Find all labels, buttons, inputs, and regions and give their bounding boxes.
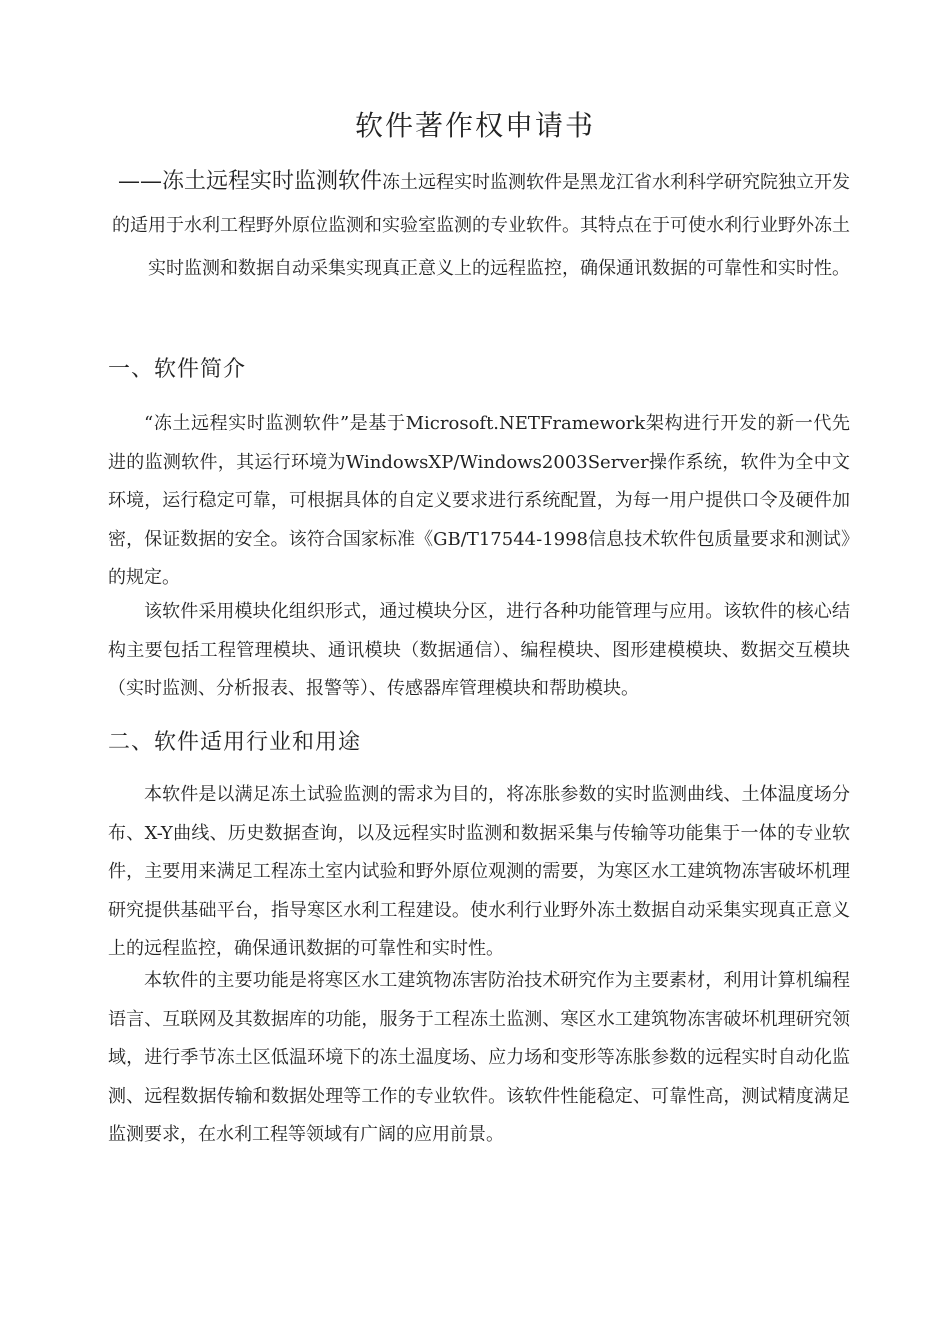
- intro-paragraph-2: 该软件采用模块化组织形式，通过模块分区，进行各种功能管理与应用。该软件的核心结构主要包括工程管理模块、通讯模块（数据通信）、编程模块、图形建模模块、数据交互模块（实时监测、分析报表、报警等）、传感器库管理模块和帮助模块。: [108, 601, 850, 699]
- section-heading-intro: 一、软件简介: [108, 357, 247, 382]
- usage-paragraph-2: 本软件的主要功能是将寒区水工建筑物冻害防治技术研究作为主要素材，利用计算机编程语言、互联网及其数据库的功能，服务于工程冻土监测、寒区水工建筑物冻害破坏机理研究领域，进行季节冻土区低温环境下的冻土温度场、应力场和变形等冻胀参数的远程实时自动化监测、远程数据传输和数据处理等工作的专业软件。该软件性能稳定、可靠性高，测试精度满足监测要求，在水利工程等领域有广阔的应用前景。: [108, 970, 850, 1145]
- intro-paragraph-1: “冻土远程实时监测软件”是基于Microsoft.NETFramework架构进行开发的新一代先进的监测软件，其运行环境为WindowsXP/Windows2003Server操作系统，软件为全中文环境，运行稳定可靠，可根据具体的自定义要求进行系统配置，为每一用户提供口令及硬件加密，保证数据的安全。该符合国家标准《GB/T17544-1998信息技术软件包质量要求和测试》的规定。: [108, 413, 850, 588]
- subtitle-lead: ——冻土远程实时监测软件: [117, 169, 382, 194]
- subtitle-block: [108, 160, 850, 290]
- document-title: 软件著作权申请书: [354, 109, 595, 142]
- usage-paragraph-1: 本软件是以满足冻土试验监测的需求为目的，将冻胀参数的实时监测曲线、土体温度场分布、X-Y曲线、历史数据查询，以及远程实时监测和数据采集与传输等功能集于一体的专业软件，主要用来满足工程冻土室内试验和野外原位观测的需要，为寒区水工建筑物冻害破坏机理研究提供基础平台，指导寒区水利工程建设。使水利行业野外冻土数据自动采集实现真正意义上的远程监控，确保通讯数据的可靠性和实时性。: [108, 784, 850, 959]
- section-heading-usage: 二、软件适用行业和用途: [108, 730, 362, 755]
- subtitle-description: 冻土远程实时监测软件是黑龙江省水利科学研究院独立开发的适用于水利工程野外原位监测和实验室监测的专业软件。其特点在于可使水利行业野外冻土实时监测和数据自动采集实现真正意义上的远程监控，确保通讯数据的可靠性和实时性。: [112, 172, 850, 279]
